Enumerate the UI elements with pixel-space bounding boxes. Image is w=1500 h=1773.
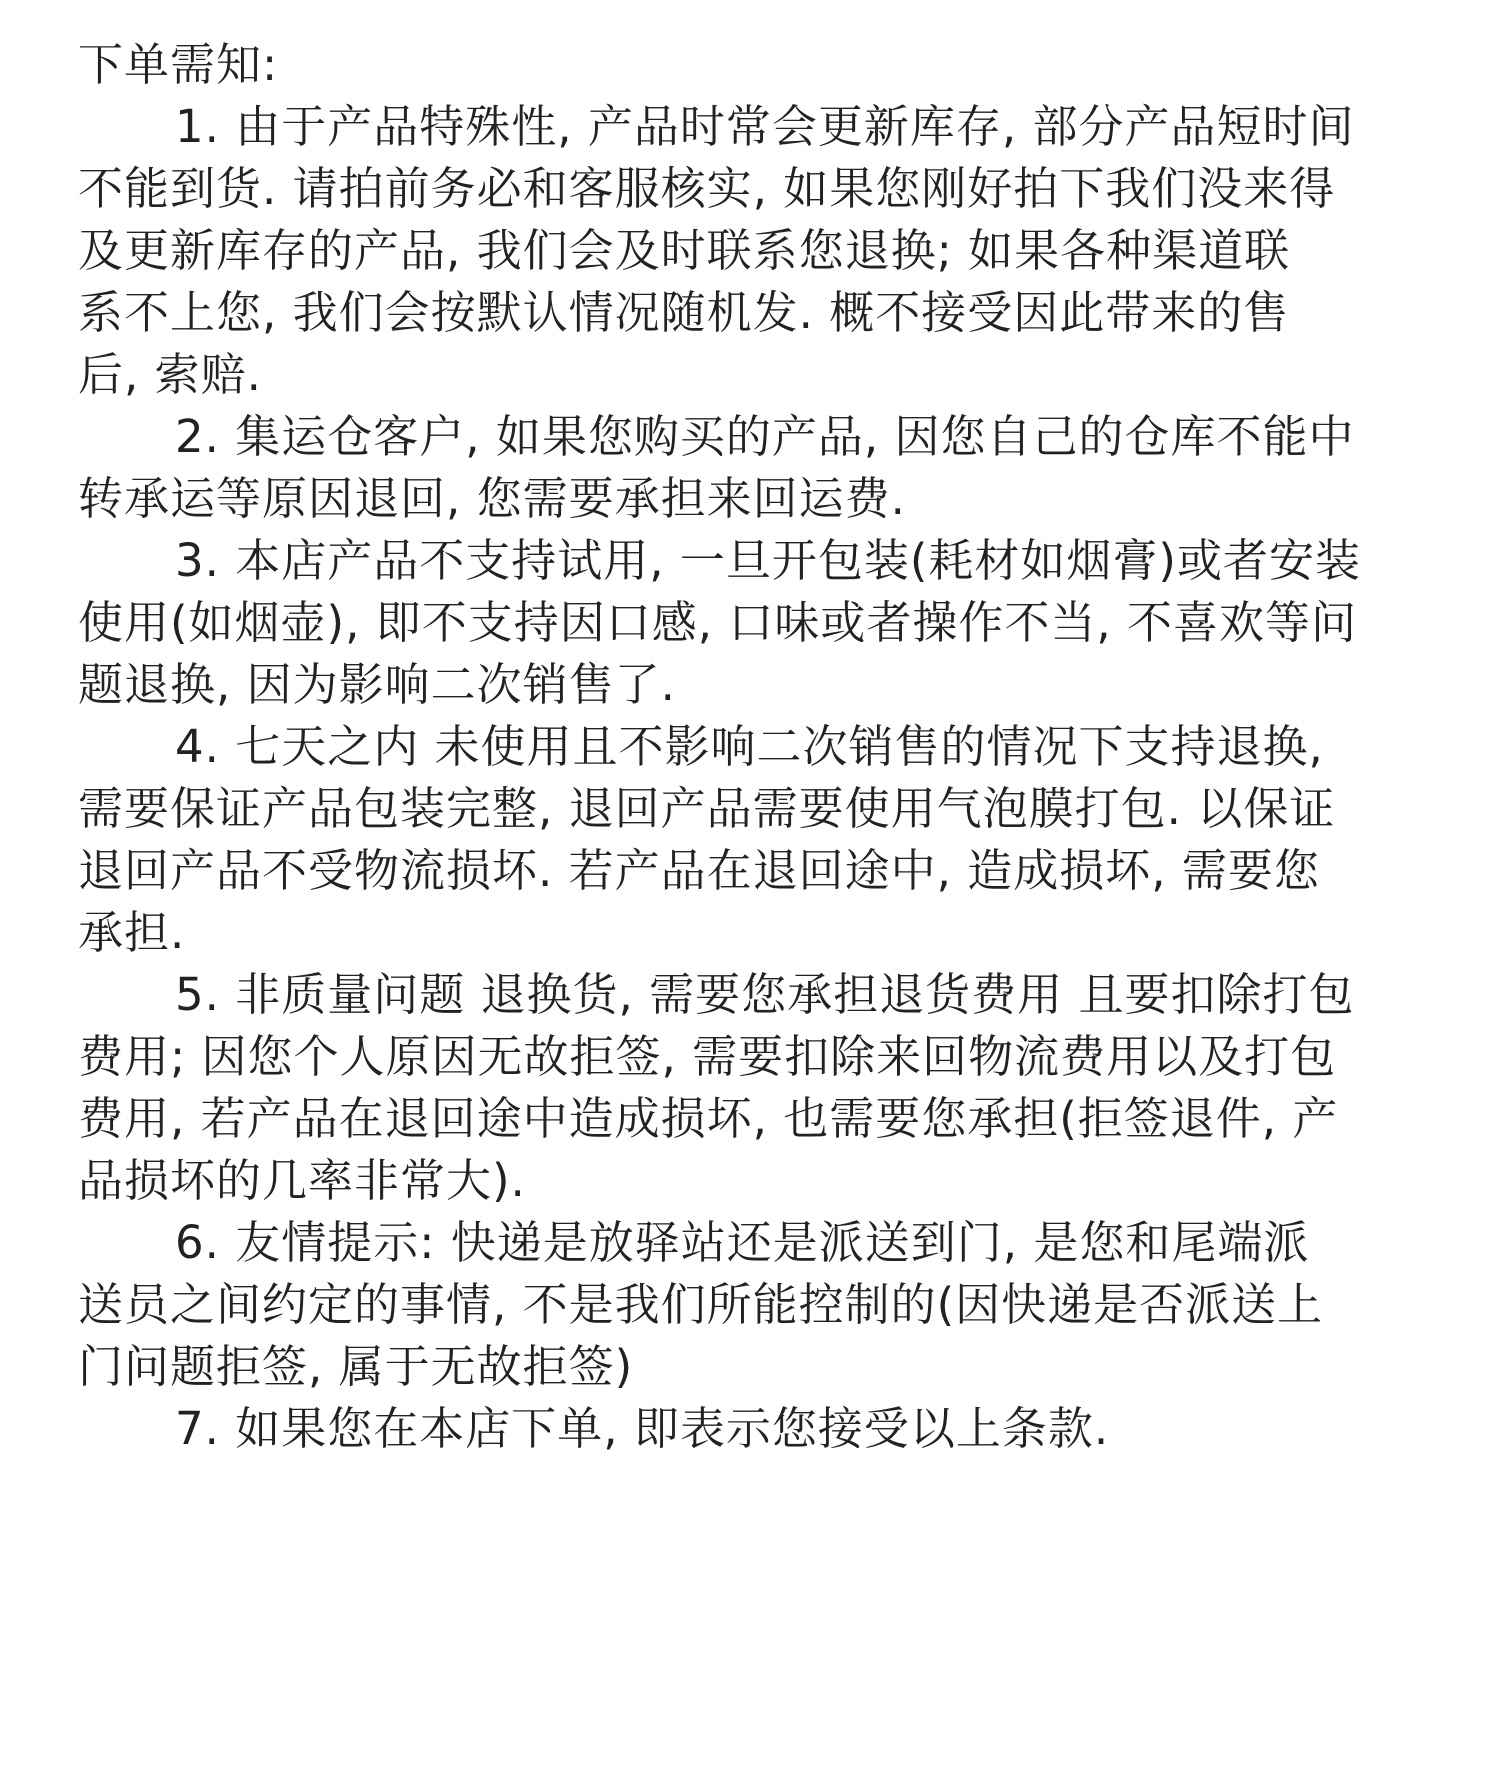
notice-line: 使用(如烟壶), 即不支持因口感, 口味或者操作不当, 不喜欢等问 [78, 596, 1357, 649]
notice-title: 下单需知: [78, 38, 279, 91]
notice-line: 承担. [78, 906, 186, 959]
notice-line: 退回产品不受物流损坏. 若产品在退回途中, 造成损坏, 需要您 [78, 844, 1320, 897]
notice-line: 5. 非质量问题 退换货, 需要您承担退货费用 且要扣除打包 [175, 968, 1355, 1021]
notice-line: 题退换, 因为影响二次销售了. [78, 658, 676, 711]
notice-line: 7. 如果您在本店下单, 即表示您接受以上条款. [175, 1402, 1110, 1455]
notice-line: 后, 索赔. [78, 348, 262, 401]
notice-line: 3. 本店产品不支持试用, 一旦开包装(耗材如烟膏)或者安装 [175, 534, 1361, 587]
notice-line: 4. 七天之内 未使用且不影响二次销售的情况下支持退换, [175, 720, 1324, 773]
notice-line: 门问题拒签, 属于无故拒签) [78, 1340, 634, 1393]
notice-line: 转承运等原因退回, 您需要承担来回运费. [78, 472, 906, 525]
notice-line: 2. 集运仓客户, 如果您购买的产品, 因您自己的仓库不能中 [175, 410, 1355, 463]
notice-line: 系不上您, 我们会按默认情况随机发. 概不接受因此带来的售 [78, 286, 1290, 339]
notice-line: 送员之间约定的事情, 不是我们所能控制的(因快递是否派送上 [78, 1278, 1324, 1331]
notice-line: 及更新库存的产品, 我们会及时联系您退换; 如果各种渠道联 [78, 224, 1291, 277]
notice-line: 1. 由于产品特殊性, 产品时常会更新库存, 部分产品短时间 [175, 100, 1355, 153]
notice-line: 品损坏的几率非常大). [78, 1154, 526, 1207]
notice-line: 6. 友情提示: 快递是放驿站还是派送到门, 是您和尾端派 [175, 1216, 1310, 1269]
notice-line: 需要保证产品包装完整, 退回产品需要使用气泡膜打包. 以保证 [78, 782, 1336, 835]
notice-line: 费用, 若产品在退回途中造成损坏, 也需要您承担(拒签退件, 产 [78, 1092, 1339, 1145]
notice-line: 不能到货. 请拍前务必和客服核实, 如果您刚好拍下我们没来得 [78, 162, 1336, 215]
notice-line: 费用; 因您个人原因无故拒签, 需要扣除来回物流费用以及打包 [78, 1030, 1337, 1083]
